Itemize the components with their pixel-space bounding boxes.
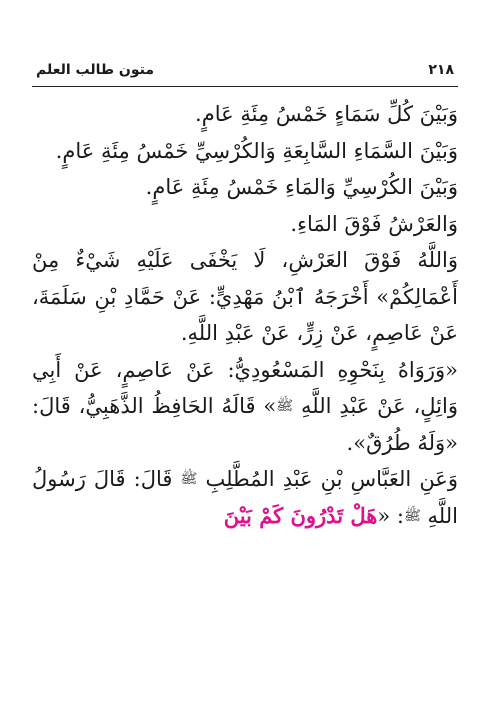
paragraph-text: قَالَ: قَالَ رَسُولُ اللَّهِ <box>32 467 458 528</box>
paragraph-text: : « <box>377 503 404 528</box>
highlighted-hadith-text: هَلْ تَدْرُونَ كَمْ بَيْنَ <box>223 502 378 528</box>
paragraph <box>32 461 458 534</box>
paragraph <box>32 352 458 462</box>
honorific-symbol: ﷺ <box>180 471 198 487</box>
paragraph-text: وَعَنِ العَبَّاسِ بْنِ عَبْدِ المُطَّلِبِ <box>205 467 458 491</box>
paragraph-text: «وَرَوَاهُ بِنَحْوِهِ المَسْعُودِيُّ: عَنْ عَاصِمٍ، عَنْ أَبِي وَائِلٍ، عَنْ عَبْدِ اللَّهِ <box>32 357 458 418</box>
page-header <box>36 58 454 82</box>
book-title: متون طالب العلم <box>36 62 155 78</box>
paragraph: وَاللَّهُ فَوْقَ العَرْشِ، لَا يَخْفَى عَلَيْهِ شَيْءٌ مِنْ أَعْمَالِكُمْ» أَخْرَجَهُ ٱبْنُ مَهْدِيٍّ: عَنْ حَمَّادِ بْنِ سَلَمَةَ، عَنْ عَاصِمٍ، عَنْ زِرٍّ، عَنْ عَبْدِ اللَّهِ. <box>32 248 458 345</box>
paragraph: وَبَيْنَ كُلِّ سَمَاءٍ خَمْسُ مِئَةِ عَامٍ. <box>195 102 458 126</box>
paragraph-text: » قَالَهُ الحَافِظُ الذَّهَبِيُّ، قَالَ: «وَلَهُ طُرُقٌ». <box>32 394 458 455</box>
paragraph: وَبَيْنَ الكُرْسِيِّ وَالمَاءِ خَمْسُ مِئَةِ عَامٍ. <box>145 175 458 199</box>
paragraph: وَالعَرْشُ فَوْقَ المَاءِ. <box>290 211 458 236</box>
page-body <box>32 96 458 534</box>
page-number: ٢١٨ <box>428 62 454 78</box>
header-divider <box>32 86 458 87</box>
paragraph: وَبَيْنَ السَّمَاءِ السَّابِعَةِ وَالكُرْسِيِّ خَمْسُ مِئَةِ عَامٍ. <box>55 138 458 163</box>
honorific-symbol: ﷺ <box>403 507 421 524</box>
honorific-symbol: ﷺ <box>276 398 294 414</box>
